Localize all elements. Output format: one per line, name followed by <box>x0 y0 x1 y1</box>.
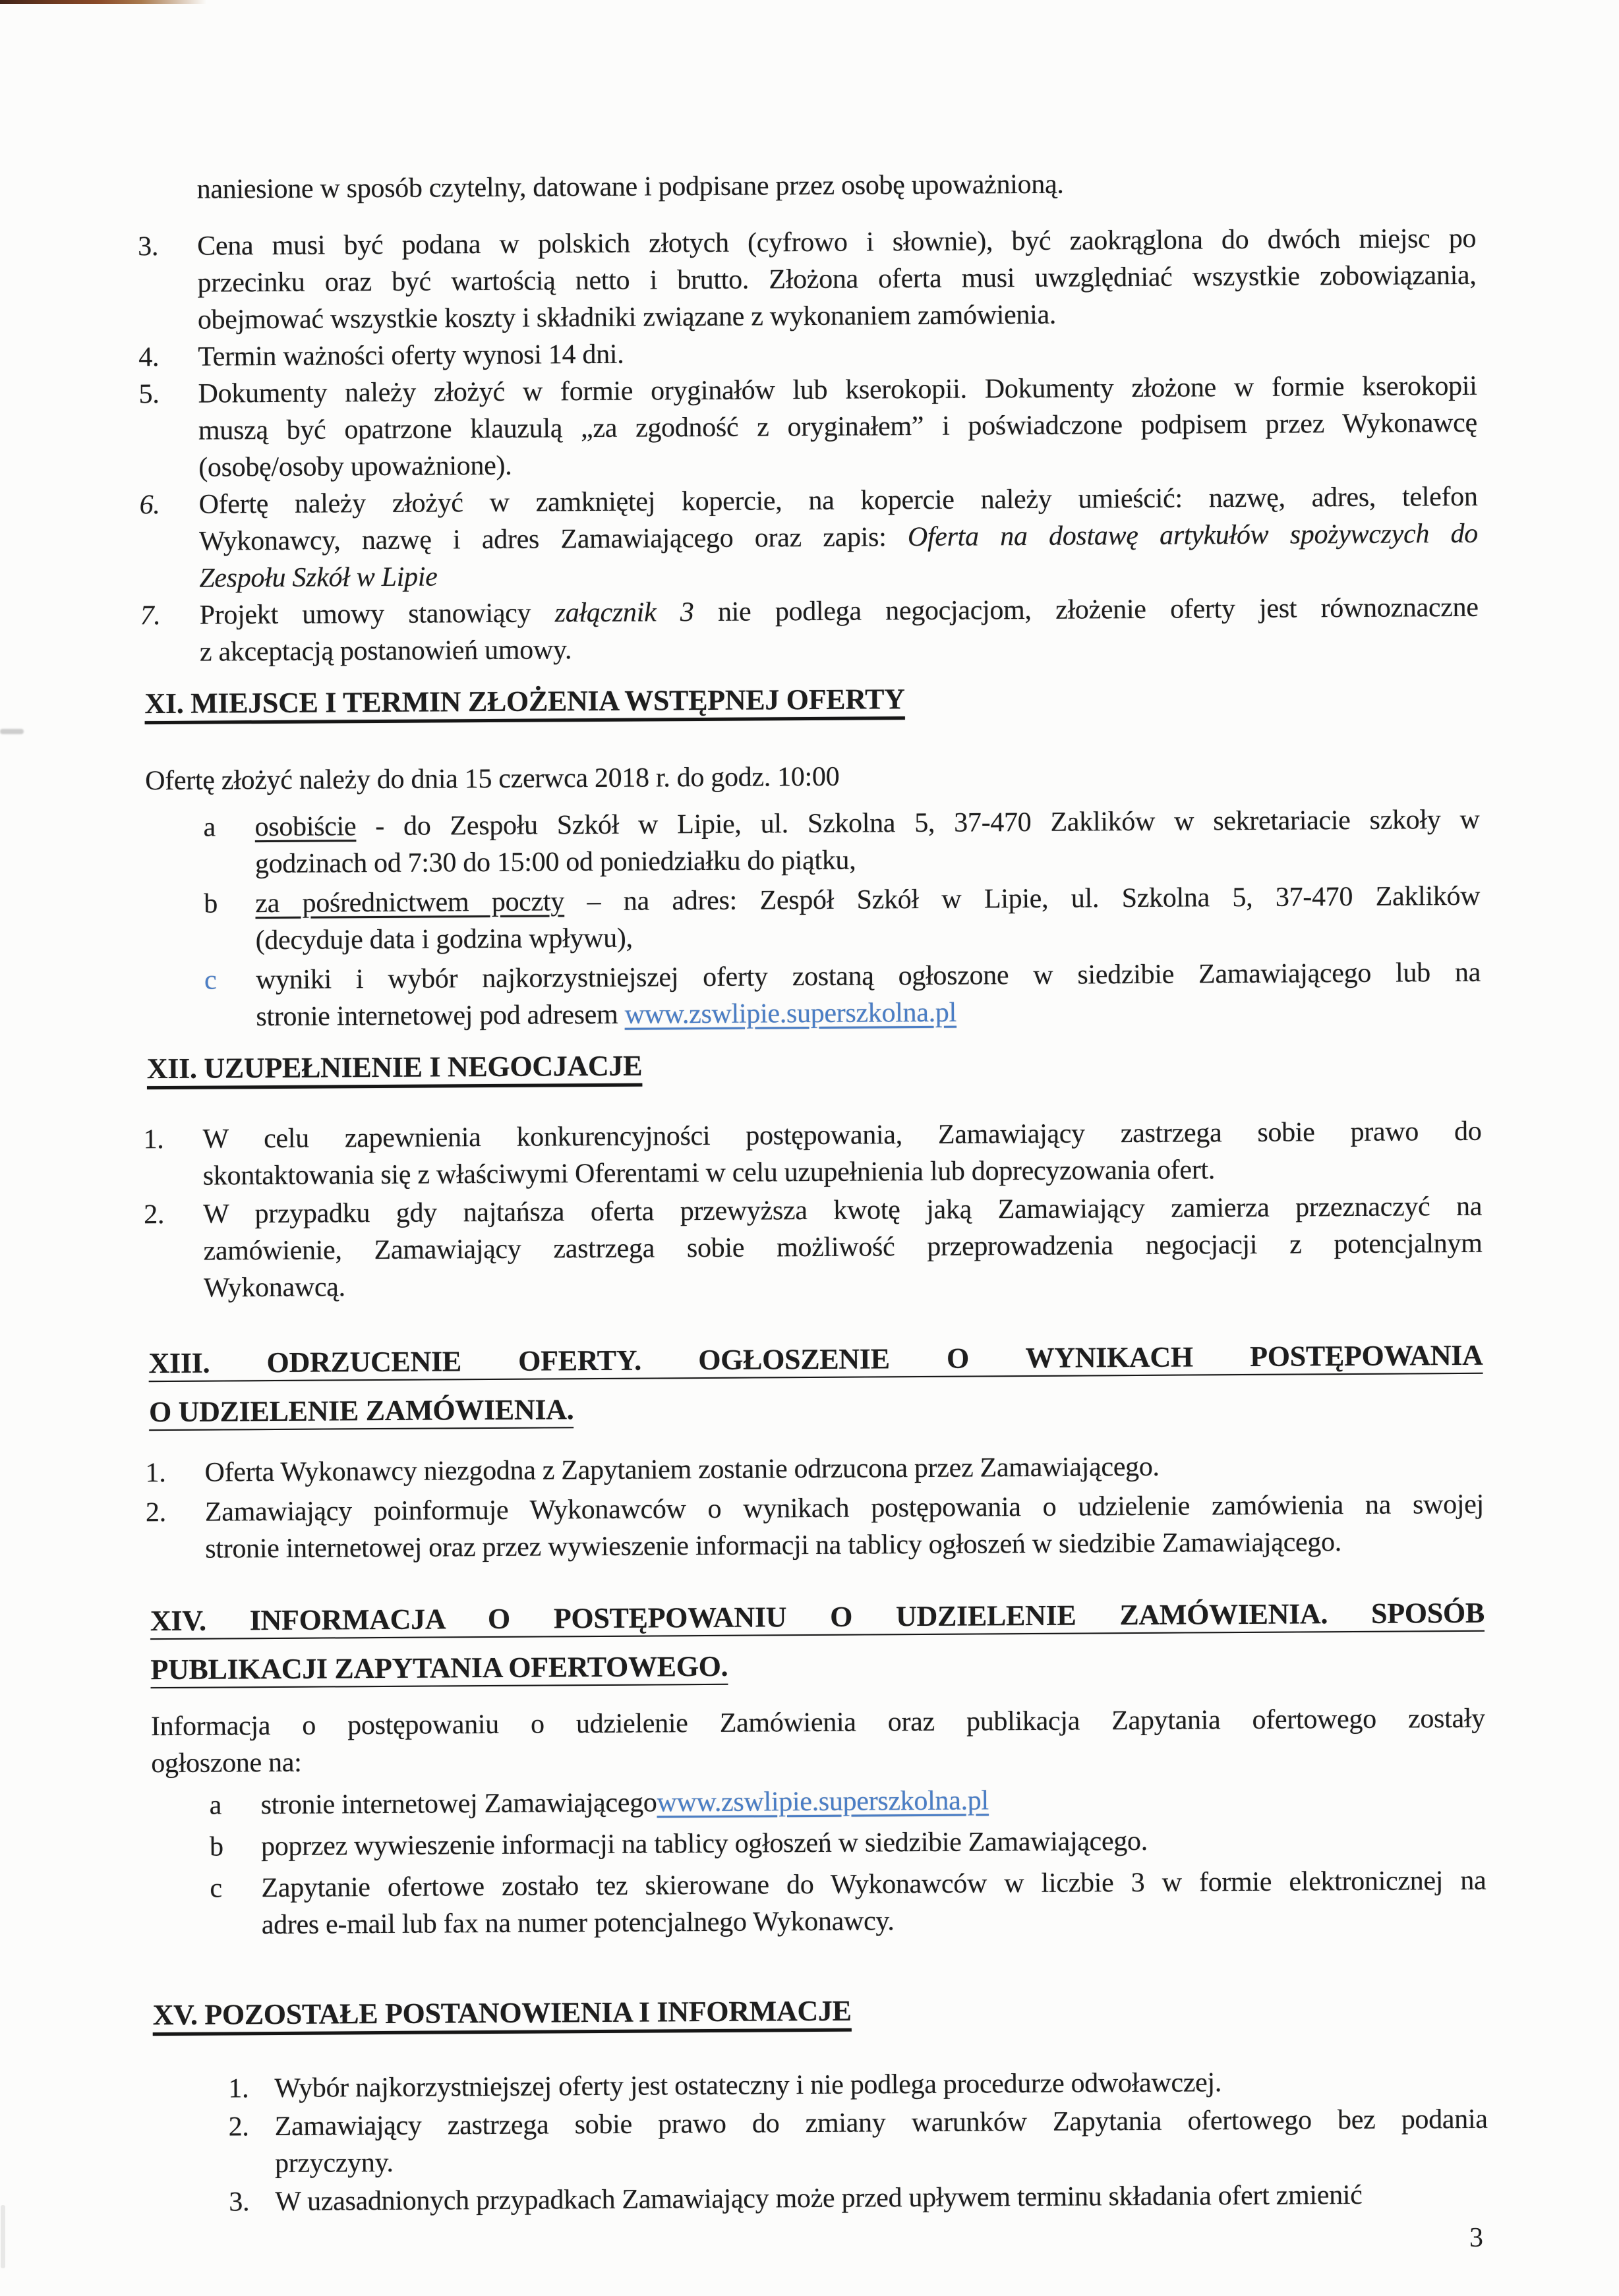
sub-letter: b <box>209 1831 223 1862</box>
italic-zalacznik: załącznik 3 <box>554 597 694 629</box>
underlined-poczta: za pośrednictwem poczty <box>255 886 565 919</box>
text-line <box>256 991 1481 1035</box>
sub-letter: a <box>203 812 216 843</box>
text-line: Zapytanie ofertowe zostało tez skierowane do Wykonawców w liczbie 3 w formie elektronicznej na <box>261 1865 1487 1904</box>
italic-offer-title: Oferta na dostawę artykułów spożywczych do <box>907 518 1479 553</box>
section-heading-xiii-line2: O UDZIELENIE ZAMÓWIENIA. <box>148 1393 574 1429</box>
text-line: Ofertę należy złożyć w zamkniętej kopercie, na kopercie należy umieścić: nazwę, adres, telefon <box>198 481 1478 520</box>
section-heading-xiii-line1: XIII. ODRZUCENIE OFERTY. OGŁOSZENIE O WYNIKACH POSTĘPOWANIA <box>148 1338 1483 1380</box>
link-zswlipie-superszkolna[interactable]: www.zswlipie.superszkolna.pl <box>624 997 957 1030</box>
text-line: ogłoszone na: <box>151 1747 302 1779</box>
text-line: przyczyny. <box>274 2147 394 2179</box>
list-number: 2. <box>144 1199 165 1230</box>
section-heading-xiv-line1: XIV. INFORMACJA O POSTĘPOWANIU O UDZIELENIE ZAMÓWIENIA. SPOSÓB <box>150 1596 1485 1638</box>
list-item-xv-2 <box>149 2101 1488 2183</box>
text-line: Wykonawcą. <box>203 1272 345 1304</box>
list-number: 6. <box>139 490 160 521</box>
text-line <box>199 515 1478 560</box>
scan-smudge <box>1 2205 5 2268</box>
text-line: poprzez wywieszenie informacji na tablicy ogłoszeń w siedzibie Zamawiającego. <box>260 1825 1148 1862</box>
list-item-xiii-1 <box>145 1447 1483 1491</box>
list-item-continuation: naniesione w sposób czytelny, datowane i podpisane przez osobę upoważnioną. <box>196 169 1064 205</box>
sub-item-c <box>142 954 1481 1036</box>
list-item-5 <box>138 368 1477 486</box>
text-line: Zamawiający zastrzega sobie prawo do zmiany warunków Zapytania ofertowego bez podania <box>274 2104 1488 2142</box>
paragraph-deadline: Ofertę złożyć należy do dnia 15 czerwca 2018 r. do godz. 10:00 <box>145 761 840 797</box>
text-line: (osobę/osoby upoważnione). <box>198 450 512 483</box>
text-line: (decyduje data i godzina wpływu), <box>255 923 633 956</box>
text-line: przecinku oraz być wartością netto i brutto. Złożona oferta musi uwzględniać wszystkie zobowiązania, <box>197 260 1477 299</box>
text-line: wyniki i wybór najkorzystniejszej oferty zostaną ogłoszone w siedzibie Zamawiającego lub na <box>255 957 1481 996</box>
text-line <box>255 878 1480 922</box>
text-segment: Wykonawcy, nazwę i adres Zamawiającego oraz zapis: <box>198 522 908 557</box>
text-line: Zamawiający poinformuje Wykonawców o wynikach postępowania o udzielenie zamówienia na swojej <box>204 1489 1485 1528</box>
list-item-xii-1 <box>143 1113 1482 1195</box>
section-heading-xi <box>140 677 1479 722</box>
sub-item-b <box>142 878 1481 960</box>
list-item-3 <box>138 220 1477 339</box>
link-zswlipie-superszkolna[interactable]: www.zswlipie.superszkolna.pl <box>657 1785 989 1818</box>
document-body <box>138 163 1488 2221</box>
list-item-7 <box>140 589 1479 671</box>
text-line: stronie internetowej oraz przez wywieszenie informacji na tablicy ogłoszeń w siedzibie Zamawiającego. <box>205 1527 1342 1564</box>
text-line <box>260 1779 1485 1823</box>
text-line: Oferta Wykonawcy niezgodna z Zapytaniem zostanie odrzucona przez Zamawiającego. <box>204 1451 1160 1488</box>
sub-item-a-xiv <box>147 1779 1485 1824</box>
text-segment: stronie internetowej pod adresem <box>256 999 625 1033</box>
text-line: z akceptacją postanowień umowy. <box>199 635 572 668</box>
page-number: 3 <box>1469 2223 1483 2253</box>
list-number: 1. <box>145 1458 166 1489</box>
text-line: Informacja o postępowaniu o udzielenie Zamówienia oraz publikacja Zapytania ofertowego zostały <box>150 1703 1486 1742</box>
text-line <box>199 589 1478 634</box>
list-item-6 <box>139 478 1478 597</box>
list-item-xv-1 <box>149 2063 1487 2108</box>
sub-letter: c <box>210 1873 222 1904</box>
section-heading-xv <box>148 1989 1487 2034</box>
text-line: skontaktowania się z właściwymi Oferentami w celu uzupełnienia lub doprecyzowania ofert. <box>202 1155 1216 1191</box>
sub-item-c-xiv <box>148 1862 1487 1944</box>
text-segment: – na adres: Zespół Szkół w Lipie, ul. Szkolna 5, 37-470 Zaklików <box>564 880 1481 917</box>
heading-text: XI. MIEJSCE I TERMIN ZŁOŻENIA WSTĘPNEJ OFERTY <box>144 683 905 720</box>
text-line: Dokumenty należy złożyć w formie oryginałów lub kserokopii. Dokumenty złożone w formie kserokopii <box>198 370 1477 409</box>
text-line: obejmować wszystkie koszty i składniki związane z wykonaniem zamówienia. <box>197 299 1057 335</box>
text-line: W celu zapewnienia konkurencyjności postępowania, Zamawiający zastrzega sobie prawo do <box>202 1116 1482 1155</box>
text-segment: stronie internetowej Zamawiającego <box>260 1787 657 1821</box>
section-heading-xiv-line2: PUBLIKACJI ZAPYTANIA OFERTOWEGO. <box>150 1650 728 1686</box>
sub-item-a <box>141 801 1480 883</box>
list-number: 4. <box>138 342 160 373</box>
text-line <box>254 801 1479 846</box>
paragraph-publication <box>147 1700 1486 1782</box>
list-number: 3. <box>138 231 159 262</box>
heading-text: XV. POZOSTAŁE POSTANOWIENIA I INFORMACJE <box>152 1994 852 2032</box>
scan-smudge <box>0 729 24 734</box>
list-item-xii-2 <box>144 1188 1483 1307</box>
text-segment: Projekt umowy stanowiący <box>199 598 555 631</box>
list-number: 2. <box>228 2111 249 2142</box>
text-line: adres e-mail lub fax na numer potencjalnego Wykonawcy. <box>261 1906 895 1941</box>
list-number: 3. <box>229 2187 250 2218</box>
sub-letter: b <box>204 888 218 919</box>
list-number: 5. <box>138 379 160 410</box>
text-line: Termin ważności oferty wynosi 14 dni. <box>198 339 624 372</box>
heading-text: XII. UZUPEŁNIENIE I NEGOCJACJE <box>146 1049 643 1085</box>
text-line: Cena musi być podana w polskich złotych (cyfrowo i słownie), być zaokrąglona do dwóch miejsc po <box>197 223 1477 262</box>
list-number: 7. <box>140 600 161 631</box>
text-line: Wybór najkorzystniejszej oferty jest ostateczny i nie podlega procedurze odwoławczej. <box>274 2067 1222 2104</box>
text-line: muszą być opatrzone klauzulą „za zgodność z oryginałem” i poświadczone podpisem przez Wykonawcę <box>198 407 1478 446</box>
sub-letter-blue: c <box>204 965 217 996</box>
list-number: 1. <box>228 2073 249 2104</box>
scan-edge-artifact <box>0 0 218 4</box>
text-segment: - do Zespołu Szkół w Lipie, ul. Szkolna 5, 37-470 Zaklików w sekretariacie szkoły w <box>356 804 1480 842</box>
text-line: W przypadku gdy najtańsza oferta przewyższa kwotę jaką Zamawiający zamierza przeznaczyć na <box>203 1191 1483 1230</box>
text-segment: nie podlega negocjacjom, złożenie oferty jest równoznaczne <box>693 592 1479 628</box>
underlined-osobiscie: osobiście <box>254 811 357 843</box>
list-number: 2. <box>145 1497 166 1528</box>
sub-item-b-xiv <box>148 1821 1486 1866</box>
list-number: 1. <box>143 1124 164 1155</box>
section-heading-xii <box>143 1043 1481 1087</box>
list-item-xv-3 <box>150 2176 1488 2221</box>
text-line: godzinach od 7:30 do 15:00 od poniedziałku do piątku, <box>254 845 856 880</box>
list-item-xiii-2 <box>146 1486 1485 1568</box>
sub-letter: a <box>209 1790 222 1821</box>
text-line: zamówienie, Zamawiający zastrzega sobie możliwość przeprowadzenia negocjacji z potencjalnym <box>203 1228 1483 1267</box>
italic-offer-title-line: Zespołu Szkół w Lipie <box>199 561 438 594</box>
text-line: W uzasadnionych przypadkach Zamawiający może przed upływem terminu składania ofert zmienić <box>275 2179 1363 2218</box>
